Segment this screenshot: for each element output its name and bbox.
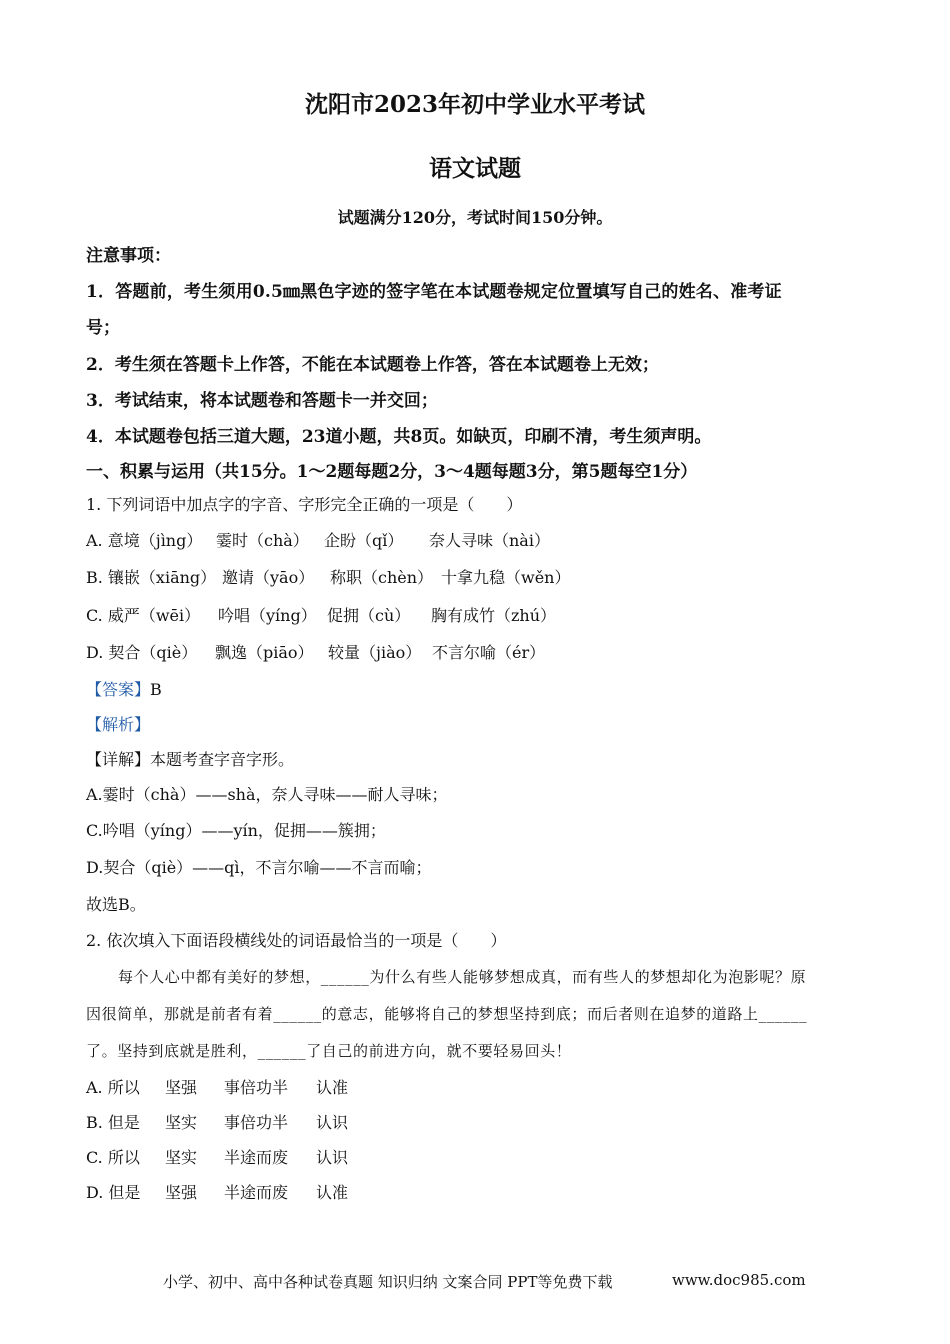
q2-b-word-4: 认识 bbox=[316, 1113, 349, 1132]
note-item-2: 2．考生须在答题卡上作答，不能在本试题卷上作答，答在本试题卷上无效； bbox=[86, 355, 659, 375]
q2-b-word-2: 坚实 bbox=[165, 1113, 198, 1132]
analysis-line-a: A.霎时（chà）——shà，奈人寻味——耐人寻味； bbox=[86, 785, 448, 804]
q1-b-word-1: B. 镶嵌（xiāng） bbox=[86, 568, 217, 587]
analysis-tag: 【解析】 bbox=[86, 715, 151, 734]
q1-c-word-4: 胸有成竹（zhú） bbox=[431, 606, 557, 625]
q2-passage-line-1: 每个人心中都有美好的梦想，______为什么有些人能够梦想成真，而有些人的梦想却化为泡影呢？原 bbox=[118, 968, 807, 986]
q2-a-word-4: 认准 bbox=[316, 1078, 349, 1097]
q1-d-word-4: 不言尔喻（ér） bbox=[432, 643, 546, 662]
q1-b-word-4: 十拿九稳（wěn） bbox=[441, 568, 571, 587]
q2-d-word-4: 认准 bbox=[316, 1183, 349, 1202]
q1-a-word-4: 奈人寻味（nài） bbox=[429, 531, 550, 550]
answer-value: B bbox=[150, 680, 162, 699]
footer-link[interactable]: www.doc985.com bbox=[672, 1271, 806, 1289]
q2-passage-line-2: 因很简单，那就是前者有着______的意志，能够将自己的梦想坚持到底；而后者则在追梦的道路上______ bbox=[86, 1005, 808, 1023]
footer-text: 小学、初中、高中各种试卷真题 知识归纳 文案合同 PPT等免费下载 bbox=[163, 1273, 613, 1291]
q1-answer bbox=[86, 677, 162, 700]
note-item-1-cont: 号； bbox=[86, 318, 120, 338]
q2-c-word-3: 半途而废 bbox=[224, 1148, 289, 1167]
note-item-1: 1．答题前，考生须用0.5㎜黑色字迹的签字笔在本试题卷规定位置填写自己的姓名、准考证 bbox=[86, 282, 782, 302]
q2-a-word-3: 事倍功半 bbox=[224, 1078, 289, 1097]
exam-title: 沈阳市2023年初中学业水平考试 bbox=[304, 91, 645, 118]
q1-a-word-2: 霎时（chà） bbox=[216, 531, 309, 550]
q1-a-word-1: A. 意境（jìng） bbox=[86, 531, 203, 550]
q2-c-word-4: 认识 bbox=[316, 1148, 349, 1167]
q1-d-word-1: D. 契合（qiè） bbox=[86, 643, 198, 662]
q1-b-word-3: 称职（chèn） bbox=[330, 568, 434, 587]
q1-c-word-3: 促拥（cù） bbox=[327, 606, 411, 625]
q2-a-word-1: A. 所以 bbox=[86, 1078, 140, 1097]
question-1-stem: 1. 下列词语中加点字的字音、字形完全正确的一项是（ ） bbox=[86, 495, 523, 514]
q1-d-word-2: 飘逸（piāo） bbox=[215, 643, 314, 662]
analysis-line-c: C.吟唱（yíng）——yín，促拥——簇拥； bbox=[86, 821, 386, 840]
q2-a-word-2: 坚强 bbox=[165, 1078, 198, 1097]
q1-b-word-2: 邀请（yāo） bbox=[222, 568, 315, 587]
q2-c-word-2: 坚实 bbox=[165, 1148, 198, 1167]
q2-passage-line-3: 了。坚持到底就是胜利，______了自己的前进方向，就不要轻易回头！ bbox=[86, 1042, 572, 1060]
exam-info: 试题满分120分，考试时间150分钟。 bbox=[337, 208, 613, 227]
note-item-3: 3．考试结束，将本试题卷和答题卡一并交回； bbox=[86, 391, 438, 411]
q1-a-word-3: 企盼（qǐ） bbox=[324, 531, 404, 550]
q2-b-word-1: B. 但是 bbox=[86, 1113, 140, 1132]
analysis-line-d: D.契合（qiè）——qì，不言尔喻——不言而喻； bbox=[86, 858, 432, 877]
q2-d-word-2: 坚强 bbox=[165, 1183, 198, 1202]
q2-c-word-1: C. 所以 bbox=[86, 1148, 140, 1167]
q2-d-word-3: 半途而废 bbox=[224, 1183, 289, 1202]
answer-tag: 【答案】 bbox=[86, 680, 151, 699]
section-heading: 一、积累与运用（共15分。1～2题每题2分，3～4题每题3分，第5题每空1分） bbox=[86, 462, 698, 482]
q2-d-word-1: D. 但是 bbox=[86, 1183, 141, 1202]
question-2-stem: 2. 依次填入下面语段横线处的词语最恰当的一项是（ ） bbox=[86, 931, 507, 950]
note-item-4: 4．本试题卷包括三道大题，23道小题，共8页。如缺页，印刷不清，考生须声明。 bbox=[86, 427, 712, 447]
q1-d-word-3: 较量（jiào） bbox=[328, 643, 422, 662]
q2-b-word-3: 事倍功半 bbox=[224, 1113, 289, 1132]
analysis-conclusion: 故选B。 bbox=[86, 895, 146, 914]
q1-c-word-2: 吟唱（yíng） bbox=[218, 606, 317, 625]
notes-heading: 注意事项： bbox=[86, 246, 171, 266]
q1-c-word-1: C. 威严（wēi） bbox=[86, 606, 201, 625]
exam-subtitle: 语文试题 bbox=[429, 155, 521, 182]
analysis-detail: 【详解】本题考查字音字形。 bbox=[86, 750, 295, 769]
